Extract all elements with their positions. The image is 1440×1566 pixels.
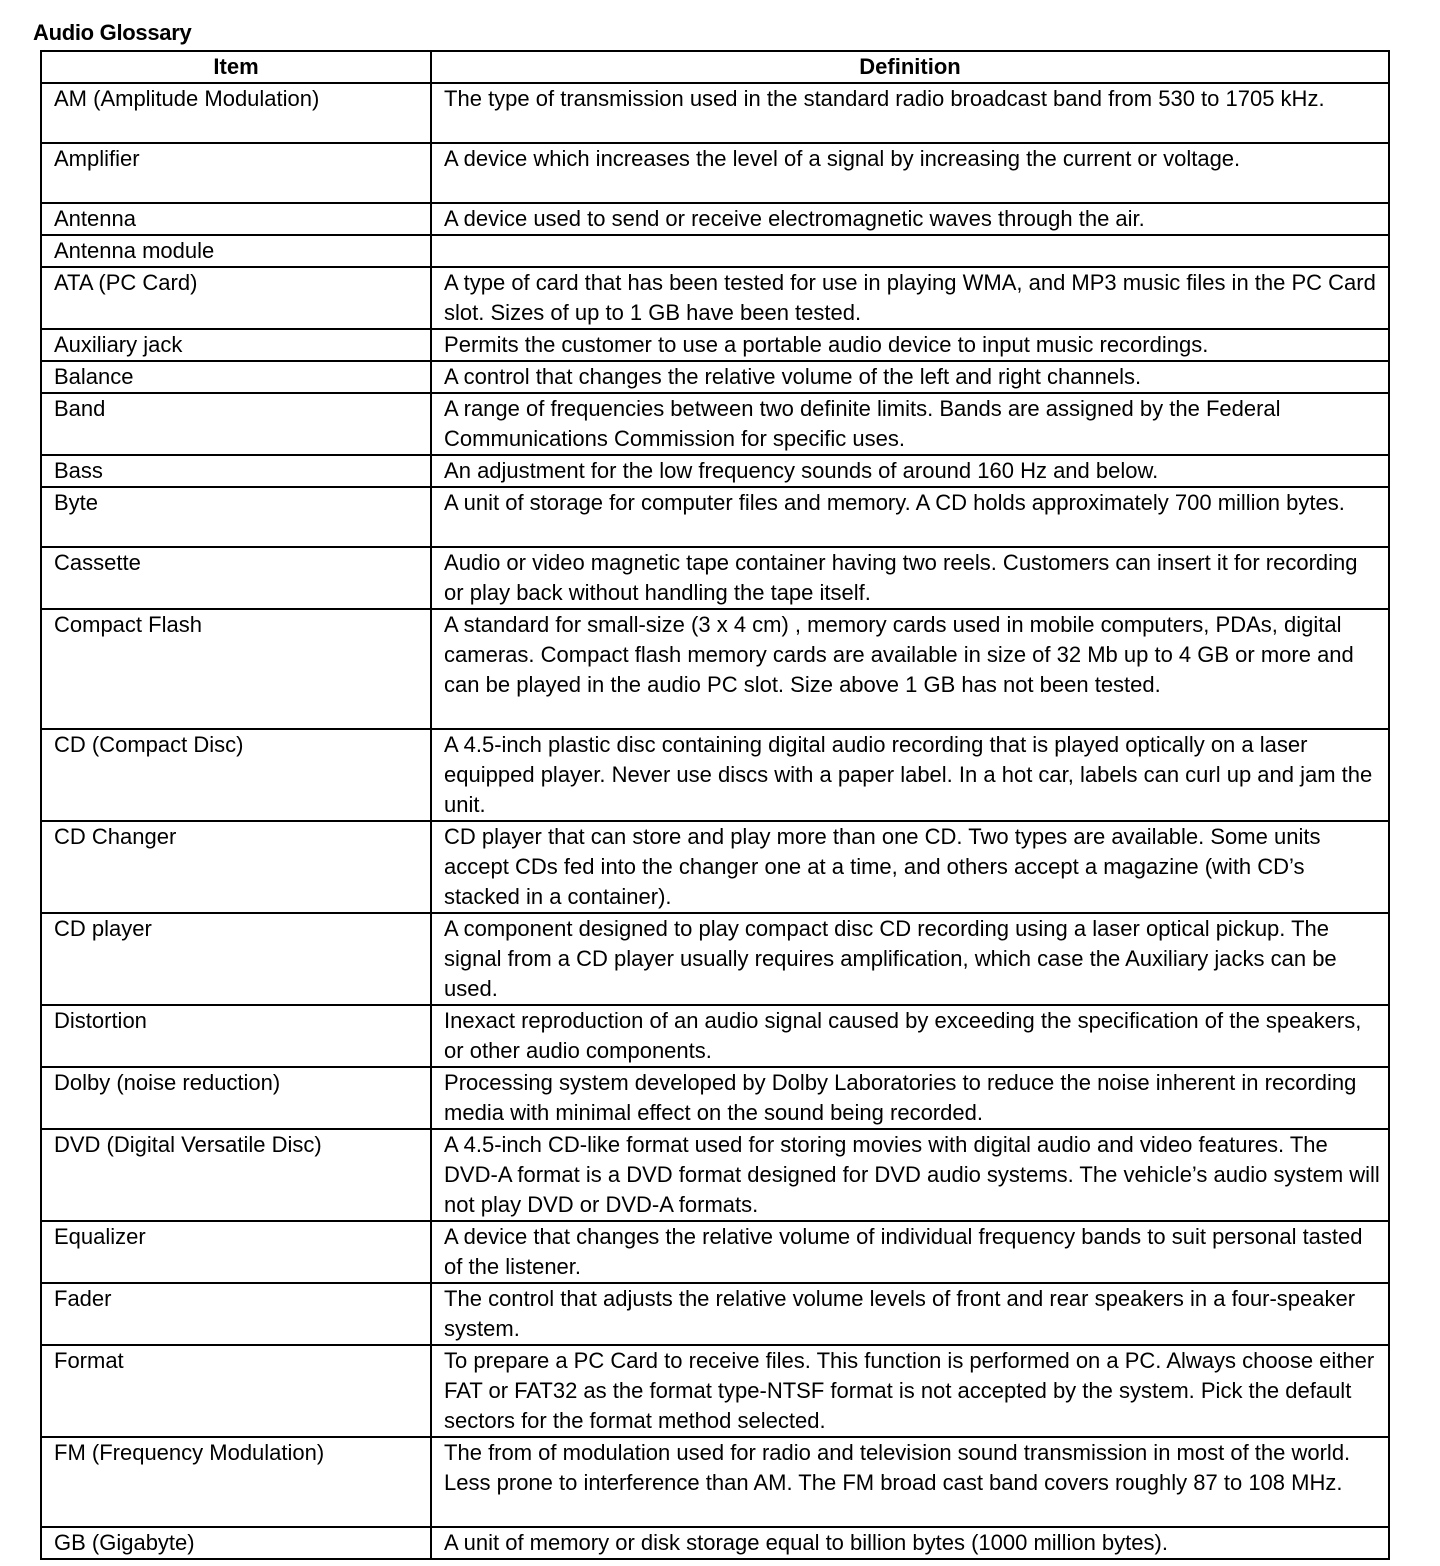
glossary-term: FM (Frequency Modulation) [41, 1437, 431, 1527]
glossary-definition: A 4.5-inch CD-like format used for storing movies with digital audio and video features. The DVD-A format is a DVD format designed for DVD audio systems. The vehicle’s audio system will not play DVD or DVD-A formats. [431, 1129, 1389, 1221]
glossary-term: Equalizer [41, 1221, 431, 1283]
glossary-term: Balance [41, 361, 431, 393]
glossary-term: Fader [41, 1283, 431, 1345]
glossary-term: Cassette [41, 547, 431, 609]
glossary-definition: Permits the customer to use a portable audio device to input music recordings. [431, 329, 1389, 361]
table-row [41, 1129, 1389, 1221]
table-row [41, 143, 1389, 203]
table-body [41, 83, 1389, 1559]
glossary-term: Dolby (noise reduction) [41, 1067, 431, 1129]
glossary-definition: A unit of storage for computer files and memory. A CD holds approximately 700 million bytes. [431, 487, 1389, 547]
glossary-definition: An adjustment for the low frequency sounds of around 160 Hz and below. [431, 455, 1389, 487]
glossary-definition: Audio or video magnetic tape container having two reels. Customers can insert it for recording or play back without handling the tape itself. [431, 547, 1389, 609]
table-row [41, 913, 1389, 1005]
glossary-definition: A range of frequencies between two definite limits. Bands are assigned by the Federal Communications Commission for specific uses. [431, 393, 1389, 455]
table-row [41, 455, 1389, 487]
table-row [41, 1067, 1389, 1129]
glossary-definition: The type of transmission used in the standard radio broadcast band from 530 to 1705 kHz. [431, 83, 1389, 143]
glossary-term: AM (Amplitude Modulation) [41, 83, 431, 143]
glossary-term: Amplifier [41, 143, 431, 203]
glossary-term: Byte [41, 487, 431, 547]
table-row [41, 729, 1389, 821]
table-row [41, 609, 1389, 729]
table-row [41, 235, 1389, 267]
glossary-definition: A device used to send or receive electromagnetic waves through the air. [431, 203, 1389, 235]
glossary-term: Distortion [41, 1005, 431, 1067]
glossary-term: Compact Flash [41, 609, 431, 729]
glossary-definition [431, 235, 1389, 267]
column-header-item: Item [41, 51, 431, 83]
glossary-definition: A unit of memory or disk storage equal to billion bytes (1000 million bytes). [431, 1527, 1389, 1559]
table-row [41, 393, 1389, 455]
table-row [41, 821, 1389, 913]
table-row [41, 487, 1389, 547]
glossary-definition: A device that changes the relative volume of individual frequency bands to suit personal tasted of the listener. [431, 1221, 1389, 1283]
table-row [41, 267, 1389, 329]
glossary-definition: A standard for small-size (3 x 4 cm) , memory cards used in mobile computers, PDAs, digital cameras. Compact flash memory cards are available in size of 32 Mb up to 4 GB or more and can be played in the audio PC slot. Size above 1 GB has not been tested. [431, 609, 1389, 729]
glossary-term: Band [41, 393, 431, 455]
table-header-row [41, 51, 1389, 83]
page-title: Audio Glossary [33, 20, 192, 45]
glossary-term: Bass [41, 455, 431, 487]
glossary-definition: To prepare a PC Card to receive files. This function is performed on a PC. Always choose either FAT or FAT32 as the format type-NTSF format is not accepted by the system. Pick the default sectors for the format method selected. [431, 1345, 1389, 1437]
glossary-term: Antenna module [41, 235, 431, 267]
glossary-definition: Inexact reproduction of an audio signal caused by exceeding the specification of the speakers, or other audio components. [431, 1005, 1389, 1067]
glossary-definition: A 4.5-inch plastic disc containing digital audio recording that is played optically on a laser equipped player. Never use discs with a paper label. In a hot car, labels can curl up and jam the unit. [431, 729, 1389, 821]
glossary-definition: CD player that can store and play more than one CD. Two types are available. Some units accept CDs fed into the changer one at a time, and others accept a magazine (with CD’s stacked in a container). [431, 821, 1389, 913]
table-row [41, 329, 1389, 361]
table-row [41, 1527, 1389, 1559]
glossary-definition: A component designed to play compact disc CD recording using a laser optical pickup. The signal from a CD player usually requires amplification, which case the Auxiliary jacks can be used. [431, 913, 1389, 1005]
glossary-definition: The control that adjusts the relative volume levels of front and rear speakers in a four-speaker system. [431, 1283, 1389, 1345]
table-row [41, 1437, 1389, 1527]
table-row [41, 203, 1389, 235]
glossary-definition: A device which increases the level of a signal by increasing the current or voltage. [431, 143, 1389, 203]
column-header-definition: Definition [431, 51, 1389, 83]
glossary-term: GB (Gigabyte) [41, 1527, 431, 1559]
glossary-term: CD (Compact Disc) [41, 729, 431, 821]
table-row [41, 361, 1389, 393]
table-row [41, 1221, 1389, 1283]
glossary-term: ATA (PC Card) [41, 267, 431, 329]
glossary-definition: The from of modulation used for radio and television sound transmission in most of the world. Less prone to interference than AM. The FM broad cast band covers roughly 87 to 108 MHz. [431, 1437, 1389, 1527]
table-row [41, 1283, 1389, 1345]
table-row [41, 83, 1389, 143]
glossary-table [40, 50, 1390, 1560]
glossary-term: CD player [41, 913, 431, 1005]
table-row [41, 1345, 1389, 1437]
glossary-term: Auxiliary jack [41, 329, 431, 361]
glossary-term: Antenna [41, 203, 431, 235]
glossary-definition: Processing system developed by Dolby Laboratories to reduce the noise inherent in recording media with minimal effect on the sound being recorded. [431, 1067, 1389, 1129]
glossary-term: Format [41, 1345, 431, 1437]
glossary-term: CD Changer [41, 821, 431, 913]
table-row [41, 547, 1389, 609]
glossary-definition: A control that changes the relative volume of the left and right channels. [431, 361, 1389, 393]
table-row [41, 1005, 1389, 1067]
glossary-definition: A type of card that has been tested for use in playing WMA, and MP3 music files in the PC Card slot. Sizes of up to 1 GB have been tested. [431, 267, 1389, 329]
glossary-term: DVD (Digital Versatile Disc) [41, 1129, 431, 1221]
